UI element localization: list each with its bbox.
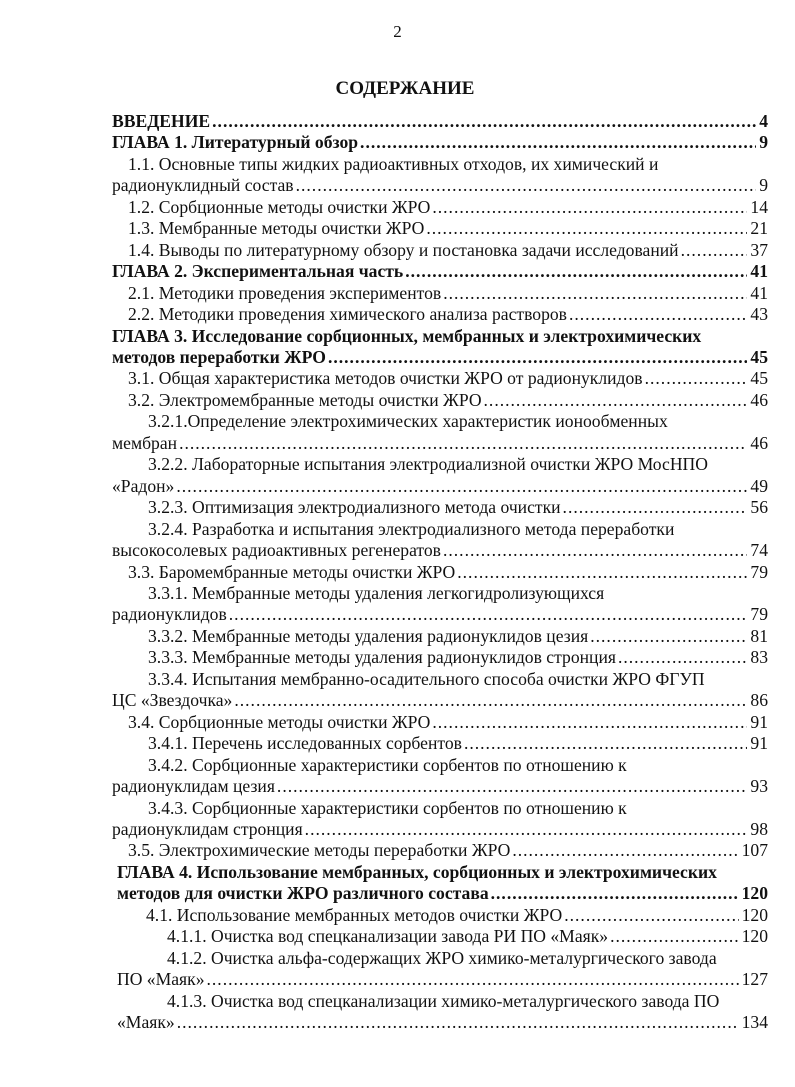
- dot-leader: [643, 368, 748, 389]
- toc-entry-title: ГЛАВА 4. Использование мембранных, сорбционных и электрохимических: [117, 861, 717, 882]
- dot-leader: [430, 197, 747, 218]
- toc-entry-title: 3.3.3. Мембранные методы удаления радионуклидов стронция: [148, 647, 616, 668]
- toc-entry-title: 2.1. Методики проведения экспериментов: [128, 282, 442, 303]
- dot-leader: [679, 240, 748, 261]
- toc-section-entry[interactable]: [112, 626, 768, 647]
- toc-entry-title: 3.4. Сорбционные методы очистки ЖРО: [128, 711, 431, 732]
- toc-section-entry[interactable]: [112, 905, 768, 926]
- toc-chapter-entry[interactable]: [112, 862, 768, 905]
- toc-entry-title: ГЛАВА 1. Литературный обзор: [112, 132, 359, 153]
- toc-section-entry[interactable]: [112, 926, 768, 947]
- toc-entry-title: радионуклидный состав: [112, 175, 294, 196]
- toc-chapter-entry[interactable]: [112, 326, 768, 369]
- toc-section-entry[interactable]: [112, 583, 768, 626]
- toc-entry-title: 3.4.2. Сорбционные характеристики сорбентов по отношению к: [148, 754, 627, 775]
- toc-entry-title: 3.3.4. Испытания мембранно-осадительного способа очистки ЖРО ФГУП: [148, 668, 705, 689]
- toc-page-number: 45: [750, 368, 768, 389]
- toc-page-number: 41: [750, 282, 768, 303]
- table-of-contents: [112, 111, 768, 1033]
- toc-section-entry[interactable]: [112, 755, 768, 798]
- toc-entry-title: 3.3.1. Мембранные методы удаления легкогидролизующихся: [148, 582, 605, 603]
- toc-entry-title: 4.1.2. Очистка альфа-содержащих ЖРО химико-металургического завода: [167, 947, 717, 968]
- dot-leader: [403, 261, 747, 282]
- dot-leader: [175, 1012, 739, 1033]
- toc-page-number: 74: [750, 540, 768, 561]
- toc-entry-title: ВВЕДЕНИЕ: [112, 111, 211, 131]
- toc-entry-title: радионуклидов: [112, 604, 227, 625]
- toc-page-number: 107: [741, 840, 768, 861]
- toc-page-number: 9: [759, 175, 768, 196]
- toc-section-entry[interactable]: [112, 669, 768, 712]
- toc-page-number: 120: [741, 926, 768, 947]
- toc-section-entry[interactable]: [112, 840, 768, 861]
- toc-page-number: 21: [750, 218, 768, 239]
- toc-page-number: 46: [750, 432, 768, 453]
- dot-leader: [608, 926, 739, 947]
- dot-leader: [616, 647, 747, 668]
- dot-leader: [275, 776, 747, 797]
- toc-page-number: 79: [750, 561, 768, 582]
- dot-leader: [562, 905, 738, 926]
- toc-section-entry[interactable]: [112, 454, 768, 497]
- dot-leader: [482, 390, 748, 411]
- dot-leader: [441, 283, 747, 304]
- toc-entry-title: 3.2.1.Определение электрохимических характеристик ионообменных: [148, 411, 668, 432]
- toc-page-number: 45: [750, 346, 768, 367]
- toc-entry-title: методов переработки ЖРО: [112, 346, 326, 367]
- dot-leader: [430, 712, 747, 733]
- toc-page-number: 46: [750, 389, 768, 410]
- toc-section-entry[interactable]: [112, 519, 768, 562]
- page-number: 2: [393, 22, 402, 41]
- dot-leader: [326, 347, 747, 368]
- toc-page-number: 49: [750, 475, 768, 496]
- dot-leader: [303, 819, 748, 840]
- toc-section-entry[interactable]: [112, 712, 768, 733]
- toc-entry-title: 2.2. Методики проведения химического анализа растворов: [128, 304, 567, 325]
- toc-section-entry[interactable]: [112, 798, 768, 841]
- toc-section-entry[interactable]: [112, 991, 768, 1034]
- toc-section-entry[interactable]: [112, 733, 768, 754]
- toc-section-entry[interactable]: [112, 368, 768, 389]
- dot-leader: [462, 733, 747, 754]
- toc-page-number: 120: [741, 904, 768, 925]
- dot-leader: [232, 690, 747, 711]
- toc-page-number: 91: [750, 711, 768, 732]
- toc-section-entry[interactable]: [112, 390, 768, 411]
- toc-page-number: 79: [750, 604, 768, 625]
- toc-entry-title: 3.3. Баромембранные методы очистки ЖРО: [128, 561, 456, 582]
- toc-entry-title: ГЛАВА 2. Экспериментальная часть: [112, 261, 404, 282]
- toc-page-number: 81: [750, 625, 768, 646]
- toc-entry-title: 4.1. Использование мембранных методов очистки ЖРО: [146, 904, 563, 925]
- toc-page-number: 56: [750, 497, 768, 518]
- dot-leader: [294, 175, 757, 196]
- toc-entry-title: ГЛАВА 3. Исследование сорбционных, мембранных и электрохимических: [112, 325, 702, 346]
- toc-page-number: 14: [750, 196, 768, 217]
- dot-leader: [441, 540, 747, 561]
- toc-section-entry[interactable]: [112, 197, 768, 218]
- toc-page-number: 37: [750, 239, 768, 260]
- toc-entry-title: высокосолевых радиоактивных регенератов: [112, 540, 441, 561]
- toc-page-number: 93: [750, 776, 768, 797]
- toc-chapter-entry[interactable]: [112, 261, 768, 282]
- toc-entry-title: 1.3. Мембранные методы очистки ЖРО: [128, 218, 425, 239]
- toc-section-entry[interactable]: [112, 647, 768, 668]
- toc-section-entry[interactable]: [112, 283, 768, 304]
- toc-page-number: 127: [741, 969, 768, 990]
- dot-leader: [358, 132, 756, 153]
- toc-entry-title: 3.4.1. Перечень исследованных сорбентов: [148, 733, 462, 754]
- toc-entry-title: 3.3.2. Мембранные методы удаления радионуклидов цезия: [148, 625, 589, 646]
- toc-section-entry[interactable]: [112, 218, 768, 239]
- toc-entry-title: ЦС «Звездочка»: [112, 690, 233, 711]
- toc-entry-title: 4.1.1. Очистка вод спецканализации завода РИ ПО «Маяк»: [167, 926, 609, 947]
- toc-section-entry[interactable]: [112, 154, 768, 197]
- toc-page-number: 4: [759, 111, 768, 131]
- dot-leader: [567, 304, 747, 325]
- toc-entry-title: 3.2.4. Разработка и испытания электродиализного метода переработки: [148, 518, 675, 539]
- toc-entry-title: 1.4. Выводы по литературному обзору и постановка задачи исследований: [128, 239, 679, 260]
- toc-section-entry[interactable]: [112, 411, 768, 454]
- toc-entry-title: «Радон»: [112, 475, 175, 496]
- toc-entry-title: радионуклидам цезия: [112, 776, 275, 797]
- dot-leader: [424, 218, 747, 239]
- toc-entry-title: 4.1.3. Очистка вод спецканализации химико-металургического завода ПО: [167, 990, 720, 1011]
- toc-entry-title: ПО «Маяк»: [117, 969, 205, 990]
- dot-leader: [210, 111, 756, 132]
- toc-page-number: 91: [750, 733, 768, 754]
- dot-leader: [588, 626, 747, 647]
- dot-leader: [174, 476, 747, 497]
- toc-entry-title: 1.2. Сорбционные методы очистки ЖРО: [128, 196, 431, 217]
- toc-chapter-entry[interactable]: [112, 132, 768, 153]
- dot-leader: [510, 840, 738, 861]
- toc-entry-title: 1.1. Основные типы жидких радиоактивных отходов, их химический и: [128, 153, 659, 174]
- toc-entry-title: 3.2. Электромембранные методы очистки ЖРО: [128, 389, 482, 410]
- dot-leader: [177, 433, 747, 454]
- toc-page-number: 86: [750, 690, 768, 711]
- toc-entry-title: 3.1. Общая характеристика методов очистки ЖРО от радионуклидов: [128, 368, 643, 389]
- toc-entry-title: 3.2.2. Лабораторные испытания электродиализной очистки ЖРО МосНПО: [148, 454, 708, 475]
- toc-entry-title: 3.2.3. Оптимизация электродиализного метода очистки: [148, 497, 561, 518]
- toc-section-entry[interactable]: [112, 562, 768, 583]
- toc-entry-title: 3.5. Электрохимические методы переработки ЖРО: [128, 840, 511, 861]
- toc-entry-title: «Маяк»: [117, 1012, 175, 1033]
- toc-section-entry[interactable]: [112, 304, 768, 325]
- toc-page-number: 98: [750, 818, 768, 839]
- toc-entry-title: методов для очистки ЖРО различного состава: [117, 883, 489, 904]
- page-title: СОДЕРЖАНИЕ: [335, 78, 475, 99]
- toc-page-number: 41: [750, 261, 768, 282]
- toc-entry-title: радионуклидам стронция: [112, 818, 303, 839]
- toc-page-number: 120: [741, 883, 768, 904]
- toc-page-number: 134: [741, 1012, 768, 1033]
- toc-page-number: 43: [750, 304, 768, 325]
- dot-leader: [227, 604, 748, 625]
- toc-chapter-entry[interactable]: [112, 111, 768, 132]
- dot-leader: [455, 562, 747, 583]
- toc-section-entry[interactable]: [112, 948, 768, 991]
- dot-leader: [205, 969, 739, 990]
- toc-entry-title: мембран: [112, 432, 178, 453]
- dot-leader: [561, 497, 748, 518]
- toc-section-entry[interactable]: [112, 497, 768, 518]
- dot-leader: [489, 883, 739, 904]
- toc-page-number: 83: [750, 647, 768, 668]
- toc-entry-title: 3.4.3. Сорбционные характеристики сорбентов по отношению к: [148, 797, 627, 818]
- toc-page-number: 9: [759, 132, 768, 153]
- toc-section-entry[interactable]: [112, 240, 768, 261]
